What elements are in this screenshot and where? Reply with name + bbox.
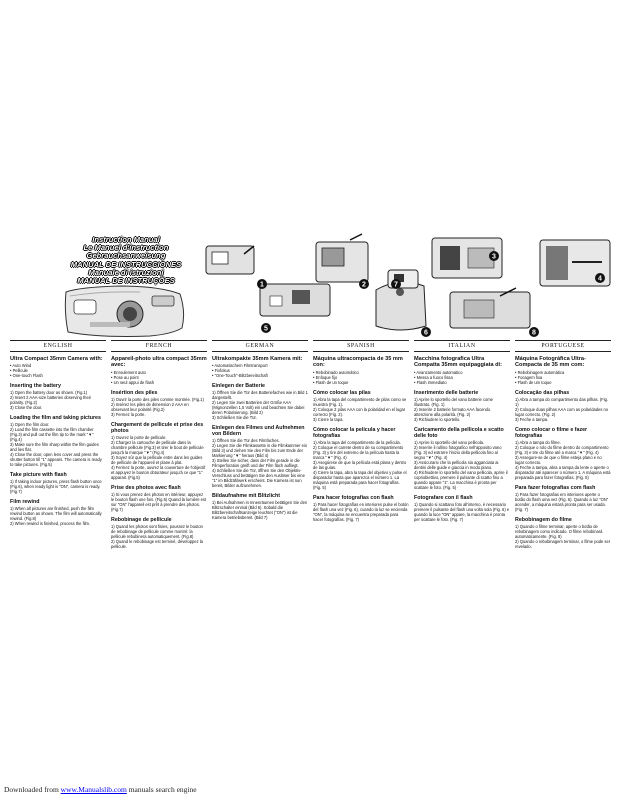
section-text: 1) Open the film door. 2) Load the film cassette into the film chamber (Fig.3) and pull out the film tip to the mark "▼" (Fig.4) 3) Make sure the film sharp within the film guides and lies flat. 4) Close the door, open lens cover and press the shutter button till "1" appears. The camera is ready to take pictures. (Fig.5) — [10, 422, 102, 468]
section-title: Colocação das pilhas — [515, 389, 570, 396]
section-title: Take picture with flash — [10, 472, 67, 479]
figure-number: 8 — [532, 329, 536, 337]
section-title: Einlegen des Filmes und Aufnehmen von Bildern — [212, 425, 305, 438]
section-title: Para hacer fotografías con flash — [313, 494, 394, 501]
manual-title: Le Manuel d'instruction — [83, 243, 169, 253]
column-title: Appareil-photo ultra compact 35mm avec: — [111, 356, 207, 369]
manual-title: Manuale di istruzioni — [88, 267, 164, 277]
section-title: Para fazer fotografias com flash — [515, 484, 596, 491]
section — [212, 493, 308, 520]
section-title: Chargement de pellicule et prise des photos — [111, 421, 204, 434]
section — [313, 495, 409, 522]
section-text: 1) Para hacer fotografías en interiores pulse el botón del flash una vez (Fig. 6), cuando la luz se encienda "ON", la máquina se encuentra preparada para hacer fotografías. (Fig. 7) — [313, 501, 409, 522]
download-footer — [4, 785, 197, 794]
section-title: Cómo colocar las pilas — [313, 389, 371, 396]
feature-list: • Rebobinagem automática • Focagem fixa • Flash de um toque — [515, 369, 565, 385]
section-text: 1) If taking indoor pictures, press flash button once (Fig.6), when ready light is "ON", camera is ready. (Fig.7) — [10, 479, 102, 495]
column-heading: ENGLISH — [10, 340, 106, 352]
section-title: Como colocar o filme e fazer fotografias — [515, 426, 588, 439]
footer-prefix: Downloaded from — [4, 785, 61, 794]
figure-number: 3 — [492, 253, 496, 261]
section-text: 1) Abra la tapa del compartimento de pilas como se muestra (Fig. 1). 2) Coloque 2 pilas AAA con la polaridad en el lugar correcto (Fig. 2). 3) Cierre la tapa. — [313, 396, 407, 422]
section-text: 1) When all pictures are finished, push the film rewind button as shown. The film will automatically rewind. (Fig.8) 2) When rewind is finished, process the film. — [10, 506, 102, 527]
feature-list: • Auto Wind • Pellicule • One-touch Flash — [10, 363, 43, 379]
section-text: 1) Aprire lo sportello del vano batterie come illustrato. (Fig. 1) 2) Inserire 2 batterie formato AAA facendo attenzione alla polarità. (Fig. 2) 3) Richiudere lo sportello. — [414, 396, 493, 422]
column-heading: GERMAN — [212, 340, 308, 352]
section-title: Loading the film and taking pictures — [10, 415, 101, 422]
section-text: 1) Ouvrez la porte de pellicule. 2) Chargez la cartouche de pellicule dans la chambre pellicule (Fig.3) et tirer le bout de pellicule jusqu'à la marque "▼" (Fig.4) 3) Soyez sûr que la pellicule entre dans les guides de pellicule de l'appareil et plane à plat. 4) Fermez la porte, ouvrez la couverture de l'objectif et appuyez le bouton obturateur jusqu'à ce que "1" apparait. (Fig.5) — [111, 434, 206, 480]
figure-number-badge — [359, 279, 369, 289]
figure-number: 2 — [362, 281, 366, 289]
figure-number: 4 — [598, 275, 602, 283]
section-text: 1) Si vous prenez des photos en intérieur, appuyez le bouton flash une fois. (Fig.6) Quand la lumière est sur "ON" l'appareil est prêt à prendre des photos. (Fig.7) — [111, 491, 207, 512]
section — [515, 390, 611, 422]
figure-number: 5 — [264, 325, 268, 333]
section-text: 1) Open the battery door as shown. (Fig.1) 2) Insert 2 AAA-size batteries observing their polarity. (Fig.2) 3) Close the door. — [10, 390, 92, 411]
section-title: Prise des photos avec flash — [111, 484, 181, 491]
section — [313, 427, 409, 490]
section-title: Bildaufnahme mit Blitzlicht — [212, 493, 280, 500]
manual-titles — [66, 236, 186, 285]
section-title: Einlegen der Batterie — [212, 383, 265, 390]
section — [414, 427, 510, 490]
figure-number-badge — [595, 273, 605, 283]
manual-title: Gebrauchsanweisung — [86, 251, 166, 261]
column-title: Máquina Fotográfica Ultra-Compacta de 35 mm com: — [515, 356, 586, 369]
figure-number-badge — [529, 327, 539, 337]
section-text: 1) Quand les photos sont finies, poussez le bouton de rebobinage de pellicule comme montré: la pellicule rebobinera automatiquement. (Fig.8) 2) Quand le rebobinage est terminé, développez la pellicule. — [111, 523, 203, 549]
section — [414, 495, 510, 522]
figure-number-badge — [257, 279, 267, 289]
section — [111, 517, 207, 549]
manualslib-link[interactable]: www.Manualslib.com — [60, 785, 127, 794]
figure-number-badge — [421, 327, 431, 337]
section — [313, 390, 409, 422]
section-title: Fotografare con il flash — [414, 494, 473, 501]
section — [10, 415, 106, 467]
figure-number-badge — [391, 279, 401, 289]
section-title: Inserting the battery — [10, 383, 61, 390]
column-english — [10, 340, 106, 526]
figure-5 — [260, 281, 330, 316]
section-text: 1) Öffnen Sie die Tür des Batteriefaches wie in Bild 1 dargestellt. 2) Legen Sie zwei Batterien der Größe AAA (Mignonzellen 1,5 Volt) ein und beachten Sie dabei deren Polarisierung. (Bild 2) 3) Schließen Sie die Tür. — [212, 390, 308, 421]
section-text: 1) Quando o filme terminar, aperte o botão de rebobinagem como indicado. O filme rebobinará automaticamente. (Fig. 8) 2) Quando o rebobinagem terminar, o filme pode ser revelado. — [515, 523, 611, 549]
column-french — [111, 340, 207, 549]
feature-list: • Rebobinado automático • Enfoque fijo • Flash de un toque — [313, 369, 359, 385]
column-heading: ITALIAN — [414, 340, 510, 352]
figure-1 — [206, 246, 254, 274]
figure-number: 6 — [424, 329, 428, 337]
column-spanish — [313, 340, 409, 522]
section — [515, 485, 611, 512]
figures-strip — [200, 226, 619, 338]
section-text: 1) Abra a tampa do filme. 2) Coloque o rolo do filme dentro do compartimento (Fig. 3) e tire do filme até a marca "▼" (Fig. 4) 3) Assegure-se de que o filme esteja plano e no lugar correcto. 4) Feche a tampa, abra a tampa da lente e aperte o disparador até aparecer o número 1. A máquina está preparada para fazer fotografias. (Fig. 5) — [515, 439, 611, 480]
section — [10, 499, 106, 526]
column-heading: FRENCH — [111, 340, 207, 352]
column-title: Ultra Compact 35mm Camera with: — [10, 356, 103, 362]
column-italian — [414, 340, 510, 522]
section — [212, 425, 308, 488]
section — [515, 427, 611, 480]
section — [111, 390, 207, 417]
section-title: Caricamento della pellicola e scatto delle foto — [414, 426, 504, 439]
footer-suffix: manuals search engine — [126, 785, 197, 794]
figure-8 — [450, 288, 530, 328]
figure-number: 1 — [260, 281, 264, 289]
column-portuguese — [515, 340, 611, 549]
feature-list: • Enroulement auto • Pose au point • Un seul appui de flash — [111, 369, 155, 385]
section-title: Rebobinage de pellicule — [111, 516, 172, 523]
section-title: Inserimento delle batterie — [414, 389, 479, 396]
figure-2 — [316, 234, 368, 282]
section-title: Rebobinagem do filme — [515, 516, 572, 523]
figure-number-badge — [261, 323, 271, 333]
manual-title: Instruction Manual — [92, 235, 160, 244]
manual-title: MANUAL DE INSTRUCCIONES — [70, 259, 182, 269]
section-text: 1) Öffnen Sie die Tür des Filmfaches. 2) Legen Sie die Filmkassette in die Filmkammer ein (Bild 3) und ziehen Sie den Film bis zum Ende der Markierung "▼" heraus (Bild 4) 3) Stellen Sie sicher, dass der Film gerade in die Filmperforation greift und der Film flach aufliegt. 4) Schließen Sie die Tür, öffnen Sie den Objektiv-Verschluss und betätigen Sie den Auslöser bis eine "1" im Bildzählwerk erscheint. Die Kamera ist nun bereit, Bilder aufzunehmen. — [212, 438, 308, 489]
feature-list: • Avanzamento automatico • Messa a fuoco fissa • Flash immediato — [414, 369, 463, 385]
section-title: Cómo colocar la película y hacer fotografías — [313, 426, 396, 439]
feature-list: • Automatischem Filmtransport • Fixfokus • "One-Touch"-Blitzbereitschaft — [212, 363, 268, 379]
section — [414, 390, 510, 422]
column-title: Máquina ultracompacta de 35 mm con: — [313, 356, 403, 369]
column-german — [212, 340, 308, 520]
section — [515, 517, 611, 549]
manual-title: MANUAL DE INSTRUÇÕES — [77, 276, 175, 286]
section-text: 1) Ouvrir la porte des piles comme montrée. (Fig.1) 2) Insérez les piles de dimension 2 AAA en observant leur polarité (Fig.2) 3) Fermez la porte. — [111, 396, 204, 417]
figure-number-badge — [489, 251, 499, 261]
section-text: 1) Abra la tapa del compartimento de la película. 2) Coloque el carrete dentro de su compartimento (Fig. 3) y tire del extremo de la película hasta la marca "▼" (Fig. 4) 3) Asegúrese de que la película está plana y dentro de las guías. 4) Cierre la tapa, abra la tapa del objetivo y pulse el disparador hasta que aparezca el número 1. La máquina está preparada para hacer fotografías. (Fig. 5) — [313, 439, 407, 490]
figure-number: 7 — [394, 281, 398, 289]
section-text: 1) Abra a tampa do compartimento das pilhas. (Fig. 1) 2) Coloque duas pilhas AAA com as polaridades no lugar correcto. (Fig. 2) 3) Feche a tampa. — [515, 396, 609, 422]
column-heading: SPANISH — [313, 340, 409, 352]
section — [10, 383, 106, 410]
section — [10, 472, 106, 494]
column-title: Macchina fotografica Ultra Compatta 35mm equipaggiata di: — [414, 356, 502, 369]
figure-6 — [376, 282, 426, 330]
section-text: 1) Para fazer fotografias em interiores aperte o botão do flash uma vez (Fig. 6). Quando a luz "ON" acender, a máquina estará pronta para ser usada. (Fig. 7) — [515, 491, 609, 512]
section — [111, 485, 207, 512]
section — [111, 422, 207, 480]
camera-illustration — [60, 282, 190, 340]
section-title: Insértion des piles — [111, 389, 158, 396]
section-text: 1) Aprire lo sportello del vano pellicola. 2) Inserire il rullino fotografico nell'apposito vano (Fig. 3) ed estrarre l'inizio della pellicola fino al segno "▼" (Fig. 4) 3) Assicurarsi che la pellicola sia agganciata ai dentini delle guide e giaccia in modo piano. 4) Richiudere lo sportello del vano pellicola, aprire il copriobiettivo, premere il pulsante di scatto fino a quando appare "1". La macchina è pronta per scattare le foto. (Fig. 5) — [414, 439, 508, 490]
section-title: Film rewind — [10, 499, 40, 506]
column-title: Ultrakompakte 35mm Kamera mit: — [212, 356, 303, 362]
section-text: 1) Bei Aufnahmen in Innenräumen betätigen Sie den Blitzschalter einmal (Bild 6). Sobald die Blitzbereitschaftsanzeige leuchtet ("ON") ist die Kamera betriebsbereit. (Bild 7) — [212, 500, 308, 521]
column-heading: PORTUGUESE — [515, 340, 611, 352]
section-text: 1) Quando si scattano foto all'interno, è necessario premere il pulsante del flash una volta sola (Fig. 6) e quando la luce "ON" appare, la macchina è pronta per scattare le foto. (Fig. 7) — [414, 501, 510, 522]
section — [212, 383, 308, 420]
